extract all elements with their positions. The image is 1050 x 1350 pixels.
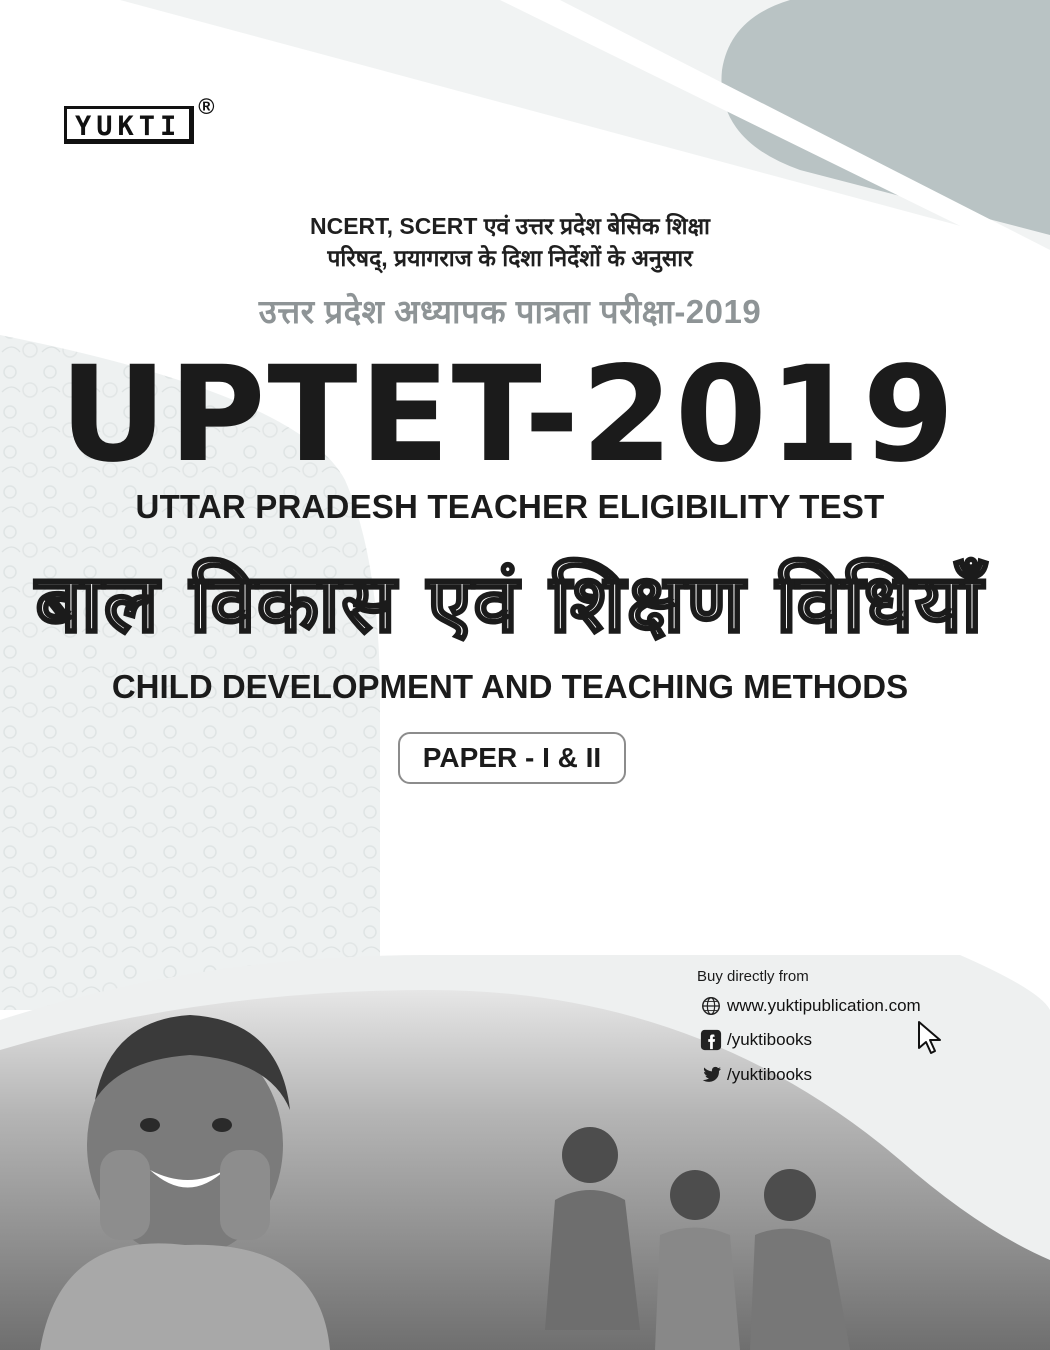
english-subject-title: CHILD DEVELOPMENT AND TEACHING METHODS xyxy=(111,668,909,705)
globe-icon xyxy=(700,995,722,1017)
twitter-link[interactable]: /yuktibooks xyxy=(727,1065,813,1084)
hindi-exam-name: उत्तर प्रदेश अध्यापक पात्रता परीक्षा-2019 xyxy=(258,293,762,330)
publisher-logo xyxy=(64,94,215,144)
twitter-icon xyxy=(700,1064,722,1086)
registered-mark: ® xyxy=(198,94,215,119)
buy-label: Buy directly from xyxy=(697,968,809,985)
guideline-line-1: NCERT, SCERT एवं उत्तर प्रदेश बेसिक शिक्षा xyxy=(309,213,711,239)
mouse-pointer-icon xyxy=(916,1020,944,1056)
guideline-line-2: परिषद्, प्रयागराज के दिशा निर्देशों के अनुसार xyxy=(327,245,693,271)
website-link[interactable]: www.yuktipublication.com xyxy=(727,996,921,1015)
hindi-subject-title: बाल विकास एवं शिक्षण विधियाँ xyxy=(35,557,985,650)
facebook-contact[interactable] xyxy=(700,1029,812,1051)
website-contact[interactable] xyxy=(700,995,921,1017)
main-title: UPTET-2019 xyxy=(59,338,957,492)
facebook-icon xyxy=(700,1029,722,1051)
paper-badge: PAPER - I & II xyxy=(398,732,626,784)
guideline-text xyxy=(0,210,1020,274)
twitter-contact[interactable] xyxy=(700,1064,812,1086)
facebook-link[interactable]: /yuktibooks xyxy=(727,1030,813,1049)
sub-title: UTTAR PRADESH TEACHER ELIGIBILITY TEST xyxy=(135,488,885,525)
logo-text: YUKTI xyxy=(64,106,194,144)
